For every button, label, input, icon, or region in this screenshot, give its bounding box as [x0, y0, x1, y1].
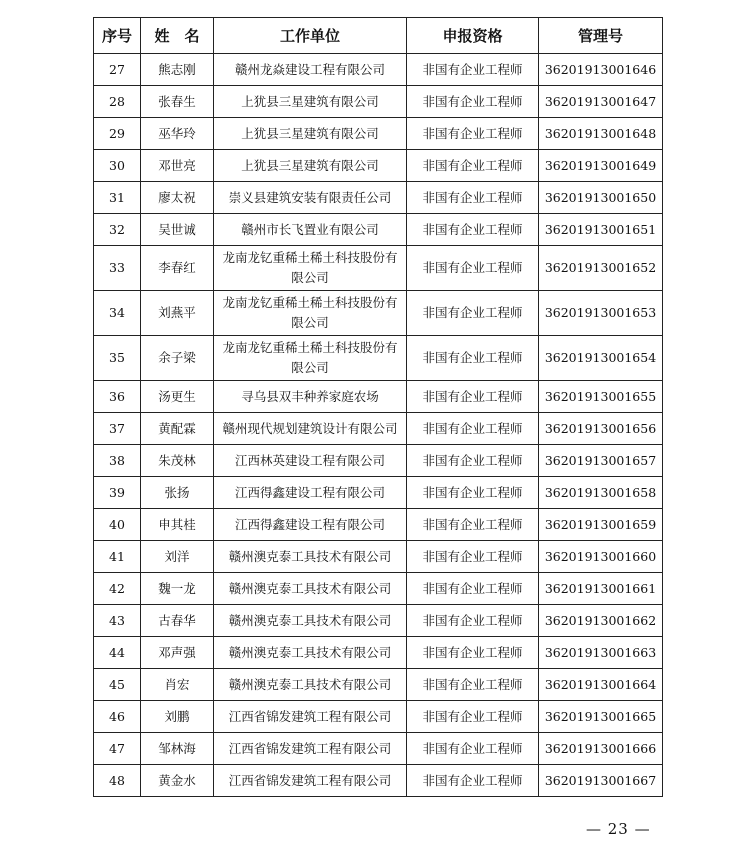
row-name: 邹林海: [141, 733, 214, 765]
row-unit: [214, 291, 407, 336]
row-qualification: 非国有企业工程师: [407, 573, 539, 605]
row-unit: 江西省锦发建筑工程有限公司: [214, 733, 407, 765]
row-name: 吴世诚: [141, 214, 214, 246]
row-unit: 上犹县三星建筑有限公司: [214, 150, 407, 182]
row-mgmt-no: 36201913001658: [539, 477, 663, 509]
table-row: [94, 445, 663, 477]
row-qualification: 非国有企业工程师: [407, 509, 539, 541]
row-mgmt-no: 36201913001648: [539, 118, 663, 150]
row-mgmt-no: 36201913001662: [539, 605, 663, 637]
row-no: 34: [94, 291, 141, 336]
row-name: 余子梁: [141, 336, 214, 381]
row-name: 黄配霖: [141, 413, 214, 445]
table-row: [94, 86, 663, 118]
row-name: 黄金水: [141, 765, 214, 797]
row-unit: 崇义县建筑安装有限责任公司: [214, 182, 407, 214]
row-name: 张扬: [141, 477, 214, 509]
row-name: 魏一龙: [141, 573, 214, 605]
row-qualification: 非国有企业工程师: [407, 669, 539, 701]
row-mgmt-no: 36201913001655: [539, 381, 663, 413]
roster-table: [93, 17, 663, 797]
row-unit: [214, 336, 407, 381]
row-qualification: 非国有企业工程师: [407, 701, 539, 733]
row-name: 邓世亮: [141, 150, 214, 182]
row-qualification: 非国有企业工程师: [407, 291, 539, 336]
row-mgmt-no: 36201913001654: [539, 336, 663, 381]
row-name: 张春生: [141, 86, 214, 118]
row-no: 28: [94, 86, 141, 118]
row-name: 廖太祝: [141, 182, 214, 214]
row-unit: 江西得鑫建设工程有限公司: [214, 477, 407, 509]
row-name: 刘洋: [141, 541, 214, 573]
table-row: [94, 54, 663, 86]
row-mgmt-no: 36201913001650: [539, 182, 663, 214]
row-mgmt-no: 36201913001656: [539, 413, 663, 445]
table-row: [94, 573, 663, 605]
row-no: 30: [94, 150, 141, 182]
row-name: 巫华玲: [141, 118, 214, 150]
row-mgmt-no: 36201913001661: [539, 573, 663, 605]
row-mgmt-no: 36201913001653: [539, 291, 663, 336]
row-qualification: 非国有企业工程师: [407, 150, 539, 182]
row-no: 40: [94, 509, 141, 541]
row-unit: 寻乌县双丰种养家庭农场: [214, 381, 407, 413]
page-number: — 23 —: [586, 820, 651, 838]
table-row: [94, 509, 663, 541]
row-name: 刘燕平: [141, 291, 214, 336]
row-mgmt-no: 36201913001652: [539, 246, 663, 291]
unit-line-1: 龙南龙钇重稀土稀土科技股份有: [222, 340, 398, 355]
header-mgmt-no: 管理号: [539, 18, 663, 54]
unit-line-2: 限公司: [291, 315, 329, 330]
row-no: 48: [94, 765, 141, 797]
table-row: [94, 291, 663, 336]
row-no: 32: [94, 214, 141, 246]
table-row: [94, 701, 663, 733]
row-name: 汤更生: [141, 381, 214, 413]
unit-line-1: 龙南龙钇重稀土稀土科技股份有: [222, 295, 398, 310]
header-no: 序号: [94, 18, 141, 54]
row-no: 36: [94, 381, 141, 413]
header-name: 姓 名: [141, 18, 214, 54]
table-row: [94, 413, 663, 445]
table-row: [94, 150, 663, 182]
unit-line-1: 龙南龙钇重稀土稀土科技股份有: [222, 250, 398, 265]
row-qualification: 非国有企业工程师: [407, 118, 539, 150]
row-qualification: 非国有企业工程师: [407, 733, 539, 765]
row-mgmt-no: 36201913001659: [539, 509, 663, 541]
header-qualification: 申报资格: [407, 18, 539, 54]
row-mgmt-no: 36201913001646: [539, 54, 663, 86]
row-qualification: 非国有企业工程师: [407, 246, 539, 291]
row-mgmt-no: 36201913001657: [539, 445, 663, 477]
row-unit: 上犹县三星建筑有限公司: [214, 86, 407, 118]
row-no: 42: [94, 573, 141, 605]
table-row: [94, 733, 663, 765]
row-name: 熊志刚: [141, 54, 214, 86]
row-unit: 赣州现代规划建筑设计有限公司: [214, 413, 407, 445]
row-name: 申其桂: [141, 509, 214, 541]
row-mgmt-no: 36201913001667: [539, 765, 663, 797]
header-unit: 工作单位: [214, 18, 407, 54]
row-name: 古春华: [141, 605, 214, 637]
table-row: [94, 118, 663, 150]
row-qualification: 非国有企业工程师: [407, 445, 539, 477]
row-mgmt-no: 36201913001649: [539, 150, 663, 182]
table-row: [94, 605, 663, 637]
row-unit: 江西林英建设工程有限公司: [214, 445, 407, 477]
row-unit: 赣州市长飞置业有限公司: [214, 214, 407, 246]
row-unit: [214, 246, 407, 291]
row-qualification: 非国有企业工程师: [407, 541, 539, 573]
row-name: 朱茂林: [141, 445, 214, 477]
row-name: 李春红: [141, 246, 214, 291]
row-unit: 江西省锦发建筑工程有限公司: [214, 701, 407, 733]
row-mgmt-no: 36201913001660: [539, 541, 663, 573]
table-row: [94, 669, 663, 701]
row-no: 38: [94, 445, 141, 477]
row-unit: 江西得鑫建设工程有限公司: [214, 509, 407, 541]
row-no: 27: [94, 54, 141, 86]
table-row: [94, 637, 663, 669]
row-no: 44: [94, 637, 141, 669]
row-mgmt-no: 36201913001664: [539, 669, 663, 701]
row-qualification: 非国有企业工程师: [407, 637, 539, 669]
row-unit: 上犹县三星建筑有限公司: [214, 118, 407, 150]
row-mgmt-no: 36201913001666: [539, 733, 663, 765]
row-qualification: 非国有企业工程师: [407, 765, 539, 797]
row-mgmt-no: 36201913001651: [539, 214, 663, 246]
row-mgmt-no: 36201913001665: [539, 701, 663, 733]
row-no: 47: [94, 733, 141, 765]
row-unit: 赣州龙焱建设工程有限公司: [214, 54, 407, 86]
row-no: 37: [94, 413, 141, 445]
table-row: [94, 477, 663, 509]
row-unit: 赣州澳克泰工具技术有限公司: [214, 573, 407, 605]
table-row: [94, 214, 663, 246]
row-qualification: 非国有企业工程师: [407, 86, 539, 118]
row-name: 肖宏: [141, 669, 214, 701]
header-row: [94, 18, 663, 54]
row-no: 31: [94, 182, 141, 214]
row-no: 39: [94, 477, 141, 509]
row-mgmt-no: 36201913001647: [539, 86, 663, 118]
table-row: [94, 182, 663, 214]
row-unit: 江西省锦发建筑工程有限公司: [214, 765, 407, 797]
table-row: [94, 246, 663, 291]
table-row: [94, 765, 663, 797]
row-no: 33: [94, 246, 141, 291]
row-no: 41: [94, 541, 141, 573]
row-no: 29: [94, 118, 141, 150]
row-unit: 赣州澳克泰工具技术有限公司: [214, 637, 407, 669]
row-name: 刘鹏: [141, 701, 214, 733]
row-qualification: 非国有企业工程师: [407, 413, 539, 445]
row-unit: 赣州澳克泰工具技术有限公司: [214, 541, 407, 573]
table-row: [94, 541, 663, 573]
row-qualification: 非国有企业工程师: [407, 381, 539, 413]
row-name: 邓声强: [141, 637, 214, 669]
table-row: [94, 381, 663, 413]
table-row: [94, 336, 663, 381]
row-qualification: 非国有企业工程师: [407, 182, 539, 214]
row-qualification: 非国有企业工程师: [407, 336, 539, 381]
row-qualification: 非国有企业工程师: [407, 54, 539, 86]
row-qualification: 非国有企业工程师: [407, 477, 539, 509]
unit-line-2: 限公司: [291, 360, 329, 375]
unit-line-2: 限公司: [291, 270, 329, 285]
row-unit: 赣州澳克泰工具技术有限公司: [214, 669, 407, 701]
row-unit: 赣州澳克泰工具技术有限公司: [214, 605, 407, 637]
row-no: 35: [94, 336, 141, 381]
row-qualification: 非国有企业工程师: [407, 605, 539, 637]
row-qualification: 非国有企业工程师: [407, 214, 539, 246]
row-mgmt-no: 36201913001663: [539, 637, 663, 669]
row-no: 46: [94, 701, 141, 733]
row-no: 43: [94, 605, 141, 637]
row-no: 45: [94, 669, 141, 701]
